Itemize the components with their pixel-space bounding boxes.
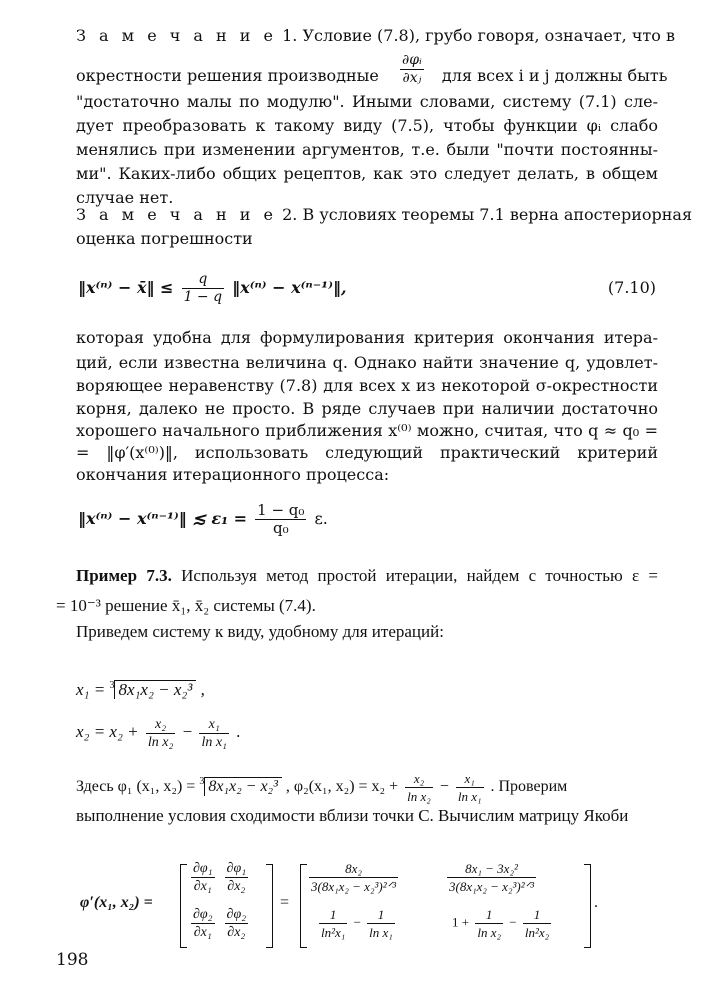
here-line2: выполнение условия сходимости вблизи точки C. Вычислим матрицу Якоби [76,806,629,825]
partial-derivative-fraction: $\frac{\text{∂φᵢ}}{\text{∂xⱼ}}$ [401,52,422,86]
para2-line3: воряющее неравенству (7.8) для всех x из некоторой σ-окрестности [76,376,658,395]
remark1-line2: окрестности решения производные $\frac{\text{∂φᵢ}}{\text{∂xⱼ}}$ для всех i и j должны быть [76,52,668,86]
here-line1: Здесь φ₁ (x₁, x₂) = $^3$ 8x₁x₂ − x₂³ , φ₂(x₁, x₂) = x₂ + $\frac{\text{x₂}}{\text{ln x₂}}$ − $\frac{\text{x₁}}{\text{ln x₁}}$ . Проверим [76,770,568,804]
system-eq1: x₁ = $^3$ 8x₁x₂ − x₂³ , [76,680,205,699]
remark1-line5: менялись при изменении аргументов, т.е. были "почти постоянны- [76,140,658,159]
remark2-line2: оценка погрешности [76,229,253,248]
remark1-line1: З а м е ч а н и е 1. Условие (7.8), грубо говоря, означает, что в [76,26,676,45]
remark1-line7: случае нет. [76,188,174,207]
para2-line4: корня, далеко не просто. В ряде случаев при наличии достаточно [76,399,658,418]
stopping-criterion: ‖x⁽ⁿ⁾ − x⁽ⁿ⁻¹⁾‖ ≲ ε₁ = $\frac{\text{1 − q₀}}{\text{q₀}}$ ε. [78,501,328,537]
cube-root: 8x₁x₂ − x₂³ [204,777,282,796]
remark1-line4: дует преобразовать к такому виду (7.5), чтобы функции φᵢ слабо [76,116,658,135]
para2-line6: = ‖φ′(x⁽⁰⁾)‖, использовать следующий практический критерий [76,443,658,462]
para2-line2: ций, если известна величина q. Однако найти значение q, удовлет- [76,353,658,372]
remark2-heading: З а м е ч а н и е [76,205,278,224]
jacobi-matrix-equation: φ′(x₁, x₂) = $\frac{\text{∂φ₁}}{\text{∂x₁}}$ $\frac{\text{∂φ₁}}{\text{∂x₂}}$ $\frac{\text{∂φ₂}}{\text{∂x₁}}$ $\frac{\text{∂φ₂}}{\text{∂x₂}}$ = $\frac{\text{8x₂}}{\text{3(8x₁x₂ − x₂³)²ᐟ³}}$ $\frac{\text{8x₁ − 3x₂²}}{\text{3(8x₁x₂ − x₂³)²ᐟ³}}$ $\frac{1}{\text{ln²x₁}}$ − $\frac{1}{\text{ln x₁}}$ 1 + $\frac{1}{\text{ln x₂}}$ − $\frac{1}{\text{ln²x₂}}$ . [80,860,620,950]
page-number: 198 [56,950,89,970]
example-label: Пример 7.3. [76,566,172,585]
equation-7-10: ‖x⁽ⁿ⁾ − x̄‖ ≤ $\frac{q}{1 - q}$ ‖x⁽ⁿ⁾ − x⁽ⁿ⁻¹⁾‖, (7.10) [78,268,658,308]
remark1-heading: З а м е ч а н и е [76,26,278,45]
example-line3: Приведем систему к виду, удобному для итераций: [76,622,444,641]
remark1-line6: ми". Каких-либо общих рецептов, как это следует делать, в общем [76,164,658,183]
example-line1: Пример 7.3. Используя метод простой итерации, найдем с точностью ε = [76,566,658,585]
equation-number: (7.10) [607,278,656,297]
example-line2: = 10⁻³ решение x̄₁, x̄₂ системы (7.4). [56,596,316,615]
system-eq2: x₂ = x₂ + $\frac{\text{x₂}}{\text{ln x₂}}$ − $\frac{\text{x₁}}{\text{ln x₁}}$ . [76,716,241,750]
cube-root: 8x₁x₂ − x₂³ [114,680,196,699]
right-bracket [584,864,591,948]
para2-line1: которая удобна для формулирования критерия окончания итера- [76,328,658,347]
remark1-line3: "достаточно малы по модулю". Иными словами, систему (7.1) сле- [76,92,658,111]
para2-line7: окончания итерационного процесса: [76,465,390,484]
left-bracket [180,864,187,948]
right-bracket [266,864,273,948]
remark2-line1: З а м е ч а н и е 2. В условиях теоремы 7.1 верна апостериорная [76,205,693,224]
para2-line5: хорошего начального приближения x⁽⁰⁾ можно, считая, что q ≈ q₀ = [76,421,658,440]
